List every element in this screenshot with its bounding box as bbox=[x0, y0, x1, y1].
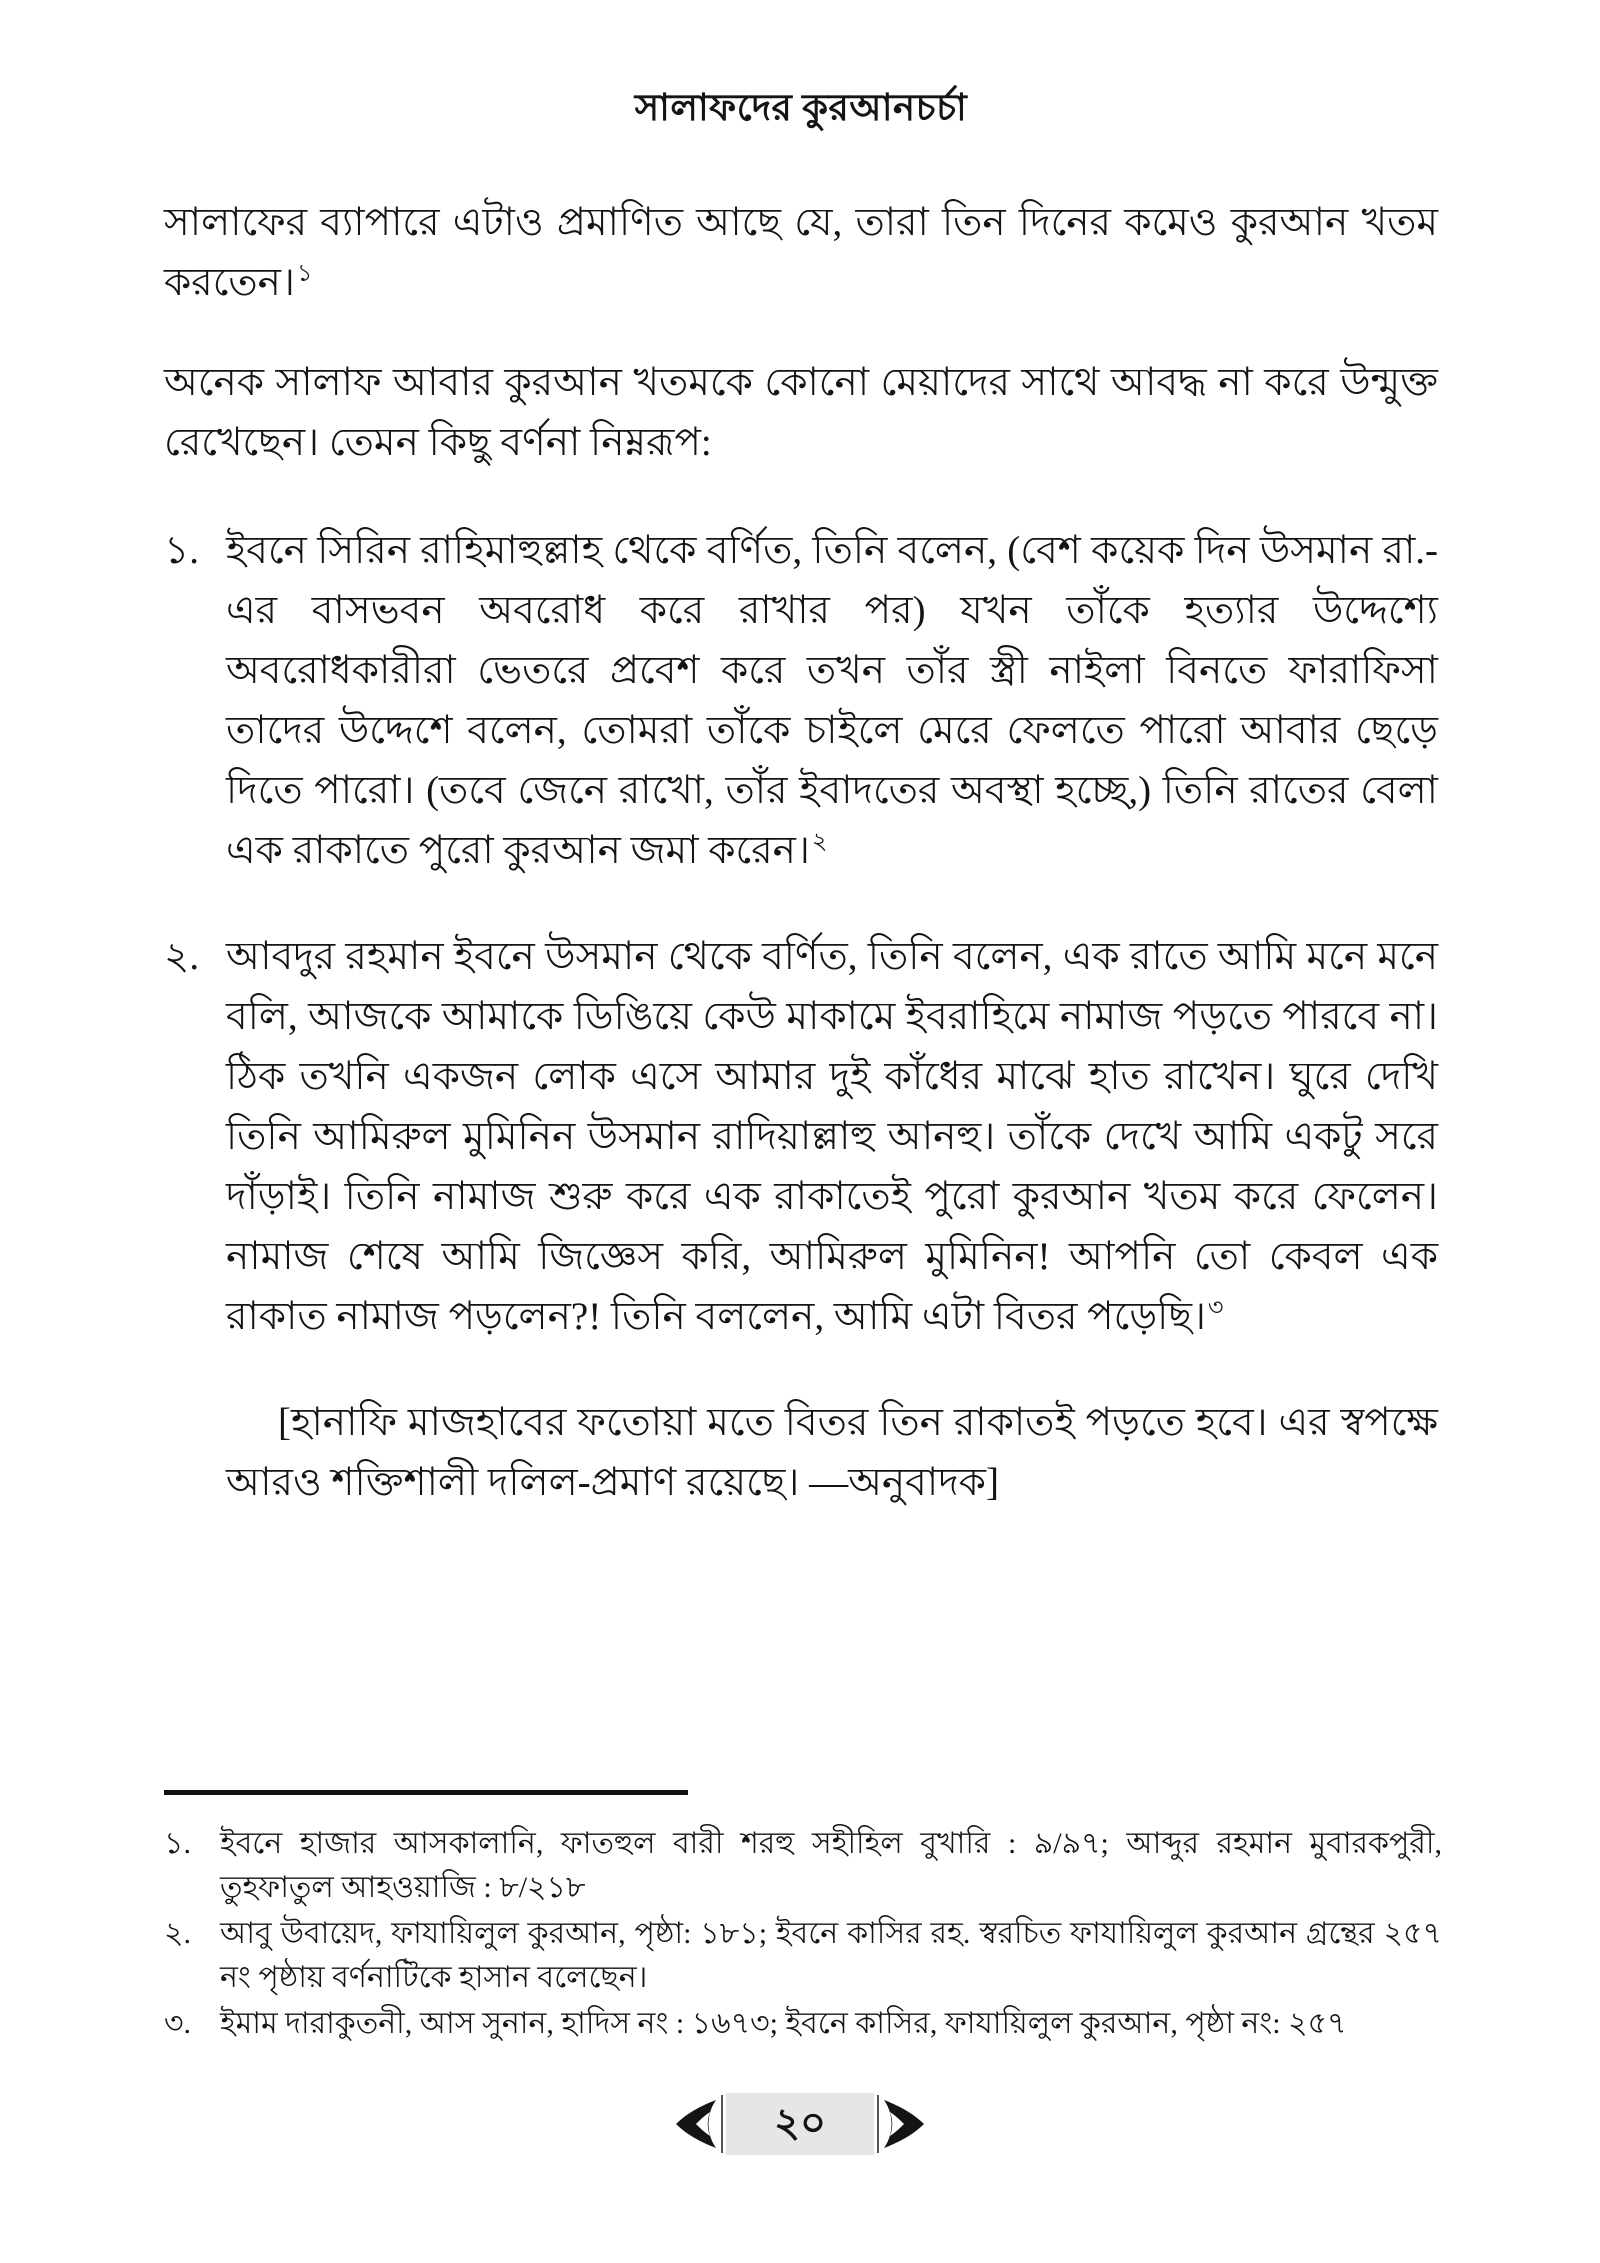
narration-item-1 bbox=[164, 521, 1438, 881]
footnotes-section bbox=[164, 1822, 1442, 2048]
page-content bbox=[164, 78, 1438, 1513]
fleuron-right-icon bbox=[882, 2096, 926, 2152]
narration-text: আবদুর রহমান ইবনে উসমান থেকে বর্ণিত, তিনি বলেন, এক রাতে আমি মনে মনে বলি, আজকে আমাকে ডিঙিয়ে কেউ মাকামে ইবরাহিমে নামাজ পড়তে পারবে না। ঠিক তখনি একজন লোক এসে আমার দুই কাঁধের মাঝে হাত রাখেন। ঘুরে দেখি তিনি আমিরুল মুমিনিন উসমান রাদিয়াল্লাহু আনহু। তাঁকে দেখে আমি একটু সরে দাঁড়াই। তিনি নামাজ শুরু করে এক রাকাতেই পুরো কুরআন খতম করে ফেলেন। নামাজ শেষে আমি জিজ্ঞেস করি, আমিরুল মুমিনিন! আপনি তো কেবল এক রাকাত নামাজ পড়লেন?! তিনি বললেন, আমি এটা বিতর পড়েছি। bbox=[226, 935, 1438, 1338]
intro-paragraph bbox=[164, 193, 1438, 313]
footnote-number: ১. bbox=[164, 1827, 191, 1860]
page-number: ২০ bbox=[726, 2093, 874, 2155]
footnote-number: ২. bbox=[164, 1917, 192, 1950]
intro-paragraph bbox=[164, 353, 1438, 473]
running-head-title: সালাফদের কুরআনচর্চা bbox=[634, 88, 968, 129]
intro-paragraph-text: অনেক সালাফ আবার কুরআন খতমকে কোনো মেয়াদের সাথে আবদ্ধ না করে উন্মুক্ত রেখেছেন। তেমন কিছু বর্ণনা নিম্নরূপ: bbox=[164, 361, 1438, 464]
footnote-number: ৩. bbox=[164, 2007, 192, 2040]
footnote-text: আবু উবায়েদ, ফাযায়িলুল কুরআন, পৃষ্ঠা: ১৮১; ইবনে কাসির রহ. স্বরচিত ফাযায়িলুল কুরআন গ্রন্থের ২৫৭ নং পৃষ্ঠায় বর্ণনাটিকে হাসান বলেছেন। bbox=[220, 1917, 1442, 1994]
footnote-text: ইমাম দারাকুতনী, আস সুনান, হাদিস নং : ১৬৭৩; ইবনে কাসির, ফাযায়িলুল কুরআন, পৃষ্ঠা নং: ২৫৭ bbox=[220, 2007, 1347, 2040]
footnote-ref-1: ১ bbox=[296, 261, 313, 287]
fleuron-left-icon bbox=[674, 2096, 718, 2152]
narration-number: ১. bbox=[164, 529, 200, 572]
footnote-divider bbox=[164, 1790, 688, 1795]
page-footer bbox=[0, 2093, 1600, 2155]
narration-text: ইবনে সিরিন রাহিমাহুল্লাহ থেকে বর্ণিত, তিনি বলেন, (বেশ কয়েক দিন উসমান রা.-এর বাসভবন অবরোধ করে রাখার পর) যখন তাঁকে হত্যার উদ্দেশ্যে অবরোধকারীরা ভেতরে প্রবেশ করে তখন তাঁর স্ত্রী নাইলা বিনতে ফারাফিসা তাদের উদ্দেশে বলেন, তোমরা তাঁকে চাইলে মেরে ফেলতে পারো আবার ছেড়ে দিতে পারো। (তবে জেনে রাখো, তাঁর ইবাদতের অবস্থা হচ্ছে,) তিনি রাতের বেলা এক রাকাতে পুরো কুরআন জমা করেন। bbox=[226, 529, 1438, 872]
narration-number: ২. bbox=[164, 935, 200, 978]
narration-list bbox=[164, 521, 1438, 1513]
footnote-ref-3: ৩ bbox=[1207, 1295, 1224, 1321]
footnote-text: ইবনে হাজার আসকালানি, ফাতহুল বারী শরহু সহীহিল বুখারি : ৯/৯৭; আব্দুর রহমান মুবারকপুরী, তুহফাতুল আহওয়াজি : ৮/২১৮ bbox=[220, 1827, 1442, 1904]
footer-rule-right bbox=[877, 2095, 879, 2153]
narration-item-2 bbox=[164, 927, 1438, 1347]
footnote-ref-2: ২ bbox=[811, 829, 828, 855]
footer-rule-left bbox=[721, 2095, 723, 2153]
footnote-2 bbox=[164, 1912, 1442, 2000]
translator-note: [হানাফি মাজহাবের ফতোয়া মতে বিতর তিন রাকাতই পড়তে হবে। এর স্বপক্ষে আরও শক্তিশালী দলিল-প্রমাণ রয়েছে। —অনুবাদক] bbox=[226, 1401, 1438, 1504]
intro-paragraph-text: সালাফের ব্যাপারে এটাও প্রমাণিত আছে যে, তারা তিন দিনের কমেও কুরআন খতম করতেন। bbox=[164, 201, 1438, 304]
footnote-3 bbox=[164, 2002, 1442, 2046]
footnote-1 bbox=[164, 1822, 1442, 1910]
